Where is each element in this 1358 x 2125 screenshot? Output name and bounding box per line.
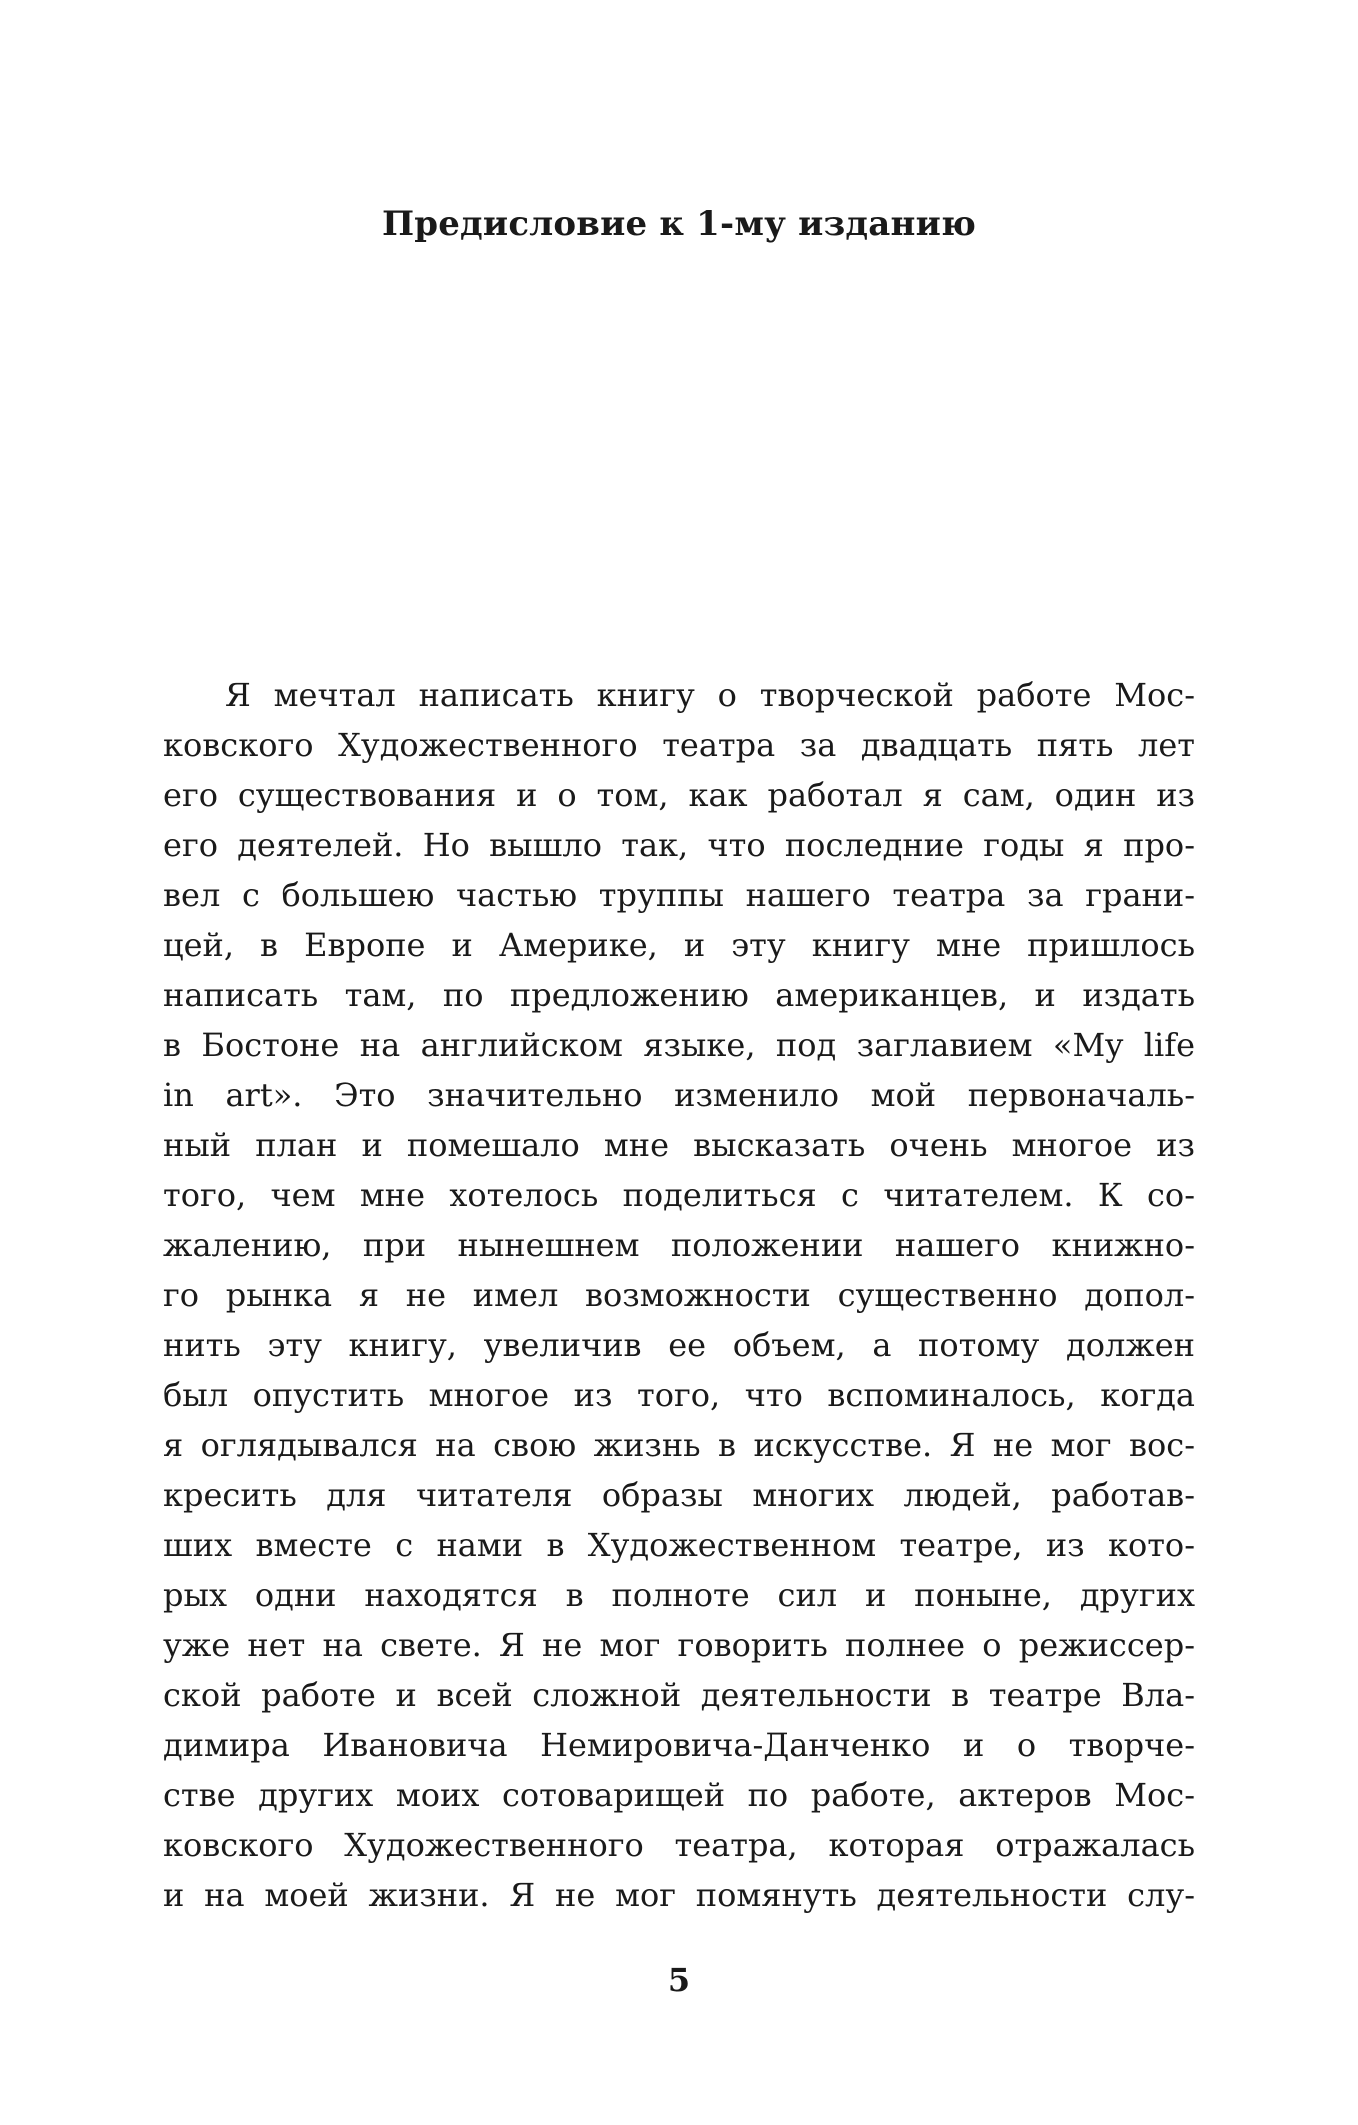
text-line: рых одни находятся в полноте сил и поныне, других (163, 1576, 1195, 1614)
text-line: цей, в Европе и Америке, и эту книгу мне пришлось (163, 926, 1195, 964)
text-line: в Бостоне на английском языке, под заглавием «My life (163, 1026, 1195, 1064)
text-line: нить эту книгу, увеличив ее объем, а потому должен (163, 1326, 1195, 1364)
text-line: ской работе и всей сложной деятельности в театре Вла- (163, 1676, 1195, 1714)
text-line: го рынка я не имел возможности существенно допол- (163, 1276, 1195, 1314)
text-line: написать там, по предложению американцев, и издать (163, 976, 1195, 1014)
page-number: 5 (667, 1961, 691, 1999)
text-line: был опустить многое из того, что вспоминалось, когда (163, 1376, 1195, 1414)
text-line: ный план и помешало мне высказать очень многое из (163, 1126, 1195, 1164)
text-line: кресить для читателя образы многих людей, работав- (163, 1476, 1195, 1514)
text-line: in art». Это значительно изменило мой первоначаль- (163, 1076, 1195, 1114)
text-line: ковского Художественного театра, которая отражалась (163, 1826, 1195, 1864)
body-paragraph (163, 670, 1195, 1920)
text-line: уже нет на свете. Я не мог говорить полнее о режиссер- (163, 1626, 1195, 1664)
text-line: я оглядывался на свою жизнь в искусстве. Я не мог вос- (163, 1426, 1195, 1464)
text-line: димира Ивановича Немировича-Данченко и о творче- (163, 1726, 1195, 1764)
text-line: его существования и о том, как работал я сам, один из (163, 776, 1195, 814)
text-line: того, чем мне хотелось поделиться с читателем. К со- (163, 1176, 1195, 1214)
text-line: и на моей жизни. Я не мог помянуть деятельности слу- (163, 1876, 1195, 1914)
text-line: стве других моих сотоварищей по работе, актеров Мос- (163, 1776, 1195, 1814)
text-line: жалению, при нынешнем положении нашего книжно- (163, 1226, 1195, 1264)
text-line: вел с большею частью труппы нашего театра за грани- (163, 876, 1195, 914)
text-line: ших вместе с нами в Художественном театре, из кото- (163, 1526, 1195, 1564)
text-line: ковского Художественного театра за двадцать пять лет (163, 726, 1195, 764)
page-title: Предисловие к 1-му изданию (381, 204, 977, 244)
text-line: его деятелей. Но вышло так, что последние годы я про- (163, 826, 1195, 864)
text-line: Я мечтал написать книгу о творческой работе Мос- (225, 676, 1195, 714)
